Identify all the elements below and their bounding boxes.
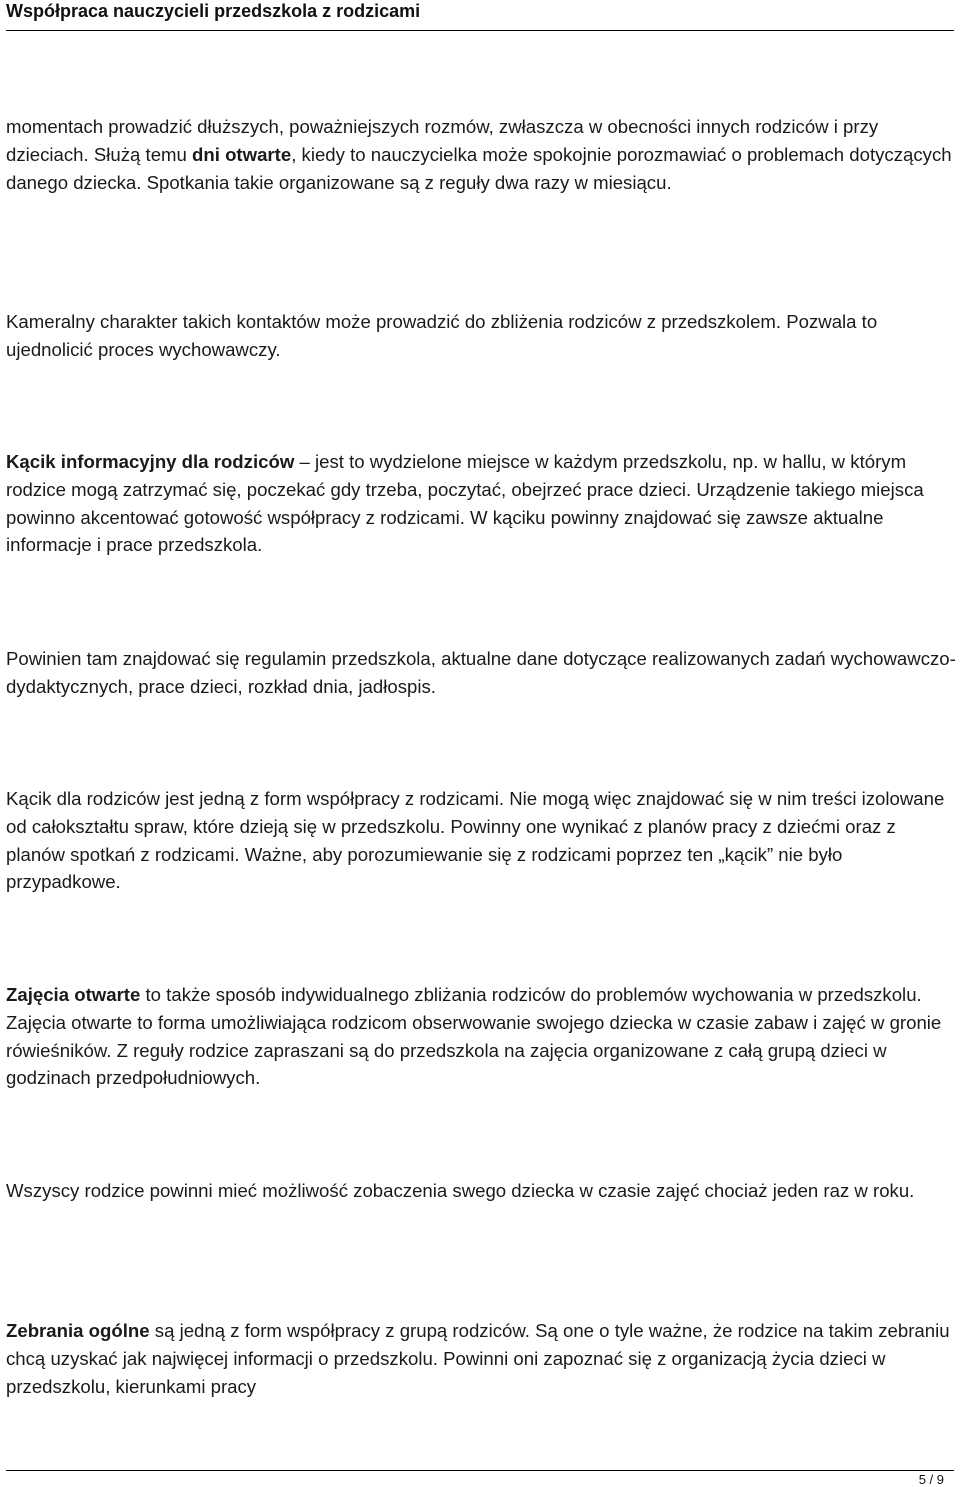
text-run: Kameralny charakter takich kontaktów może prowadzić do zbliżenia rodziców z przedszkolem. Pozwala to ujednolicić proces wychowawczy. [6, 311, 878, 360]
paragraph-kacik-informacyjny [6, 448, 956, 559]
bold-term: dni otwarte [192, 143, 292, 165]
paragraph-kameralny-charakter [6, 308, 956, 364]
page-number: 5 / 9 [918, 1472, 944, 1487]
text-run: Powinien tam znajdować się regulamin przedszkola, aktualne dane dotyczące realizowanych zadań wychowawczo-dydaktycznych, prace dzieci, rozkład dnia, jadłospis. [6, 648, 956, 697]
text-run: to także sposób indywidualnego zbliżania rodziców do problemów wychowania w przedszkolu. Zajęcia otwarte to forma umożliwiająca rodzicom obserwowanie swojego dziecka w czasie zabaw i zajęć w gronie rówieśników. Z reguły rodzice zapraszani są do przedszkola na zajęcia organizowane z całą grupą dzieci w godzinach przedpołudniowych. [6, 984, 942, 1089]
paragraph-dni-otwarte [6, 113, 956, 196]
document-title: Współpraca nauczycieli przedszkola z rodzicami [6, 1, 421, 21]
bold-term: Kącik informacyjny dla rodziców [6, 451, 295, 472]
text-run: momentach prowadzić dłuższych, poważniejszych rozmów, zwłaszcza w obecności innych rodziców i przy dzieciach. Służą temu [6, 116, 879, 165]
page-header [6, 0, 954, 31]
paragraph-wszyscy-rodzice [6, 1177, 956, 1205]
paragraph-zebrania-ogolne [6, 1317, 956, 1400]
bold-term: Zajęcia otwarte [6, 984, 141, 1005]
text-run: – jest to wydzielone miejsce w każdym przedszkolu, np. w hallu, w którym rodzice mogą zatrzymać się, poczekać gdy trzeba, poczytać, obejrzeć prace dzieci. Urządzenie takiego miejsca powinno akcentować gotowość współpracy z rodzicami. W kąciku powinny znajdować się zawsze aktualne informacje i prace przedszkola. [6, 451, 924, 556]
text-run: są jedną z form współpracy z grupą rodziców. Są one o tyle ważne, że rodzice na takim zebraniu chcą uzyskać jak najwięcej informacji o przedszkolu. Powinni oni zapoznać się z organizacją życia dzieci w przedszkolu, kierunkami pracy [6, 1320, 950, 1397]
bold-term: Zebrania ogólne [6, 1320, 150, 1341]
page-footer-rule [6, 1470, 954, 1471]
text-run: , kiedy to nauczycielka może spokojnie porozmawiać o problemach dotyczących danego dziecka. Spotkania takie organizowane są z reguły dwa razy w miesiącu. [6, 143, 952, 193]
paragraph-kacik-forma-wspolpracy [6, 785, 956, 896]
text-run: Kącik dla rodziców jest jedną z form współpracy z rodzicami. Nie mogą więc znajdować się w nim treści izolowane od całokształtu spraw, które dzieją się w przedszkolu. Powinny one wynikać z planów pracy z dziećmi oraz z planów spotkań z rodzicami. Ważne, aby porozumiewanie się z rodzicami poprzez ten „kącik” nie było przypadkowe. [6, 788, 945, 893]
paragraph-regulamin [6, 645, 956, 701]
paragraph-zajecia-otwarte [6, 981, 956, 1092]
text-run: Wszyscy rodzice powinni mieć możliwość zobaczenia swego dziecka w czasie zajęć chociaż jeden raz w roku. [6, 1180, 915, 1201]
